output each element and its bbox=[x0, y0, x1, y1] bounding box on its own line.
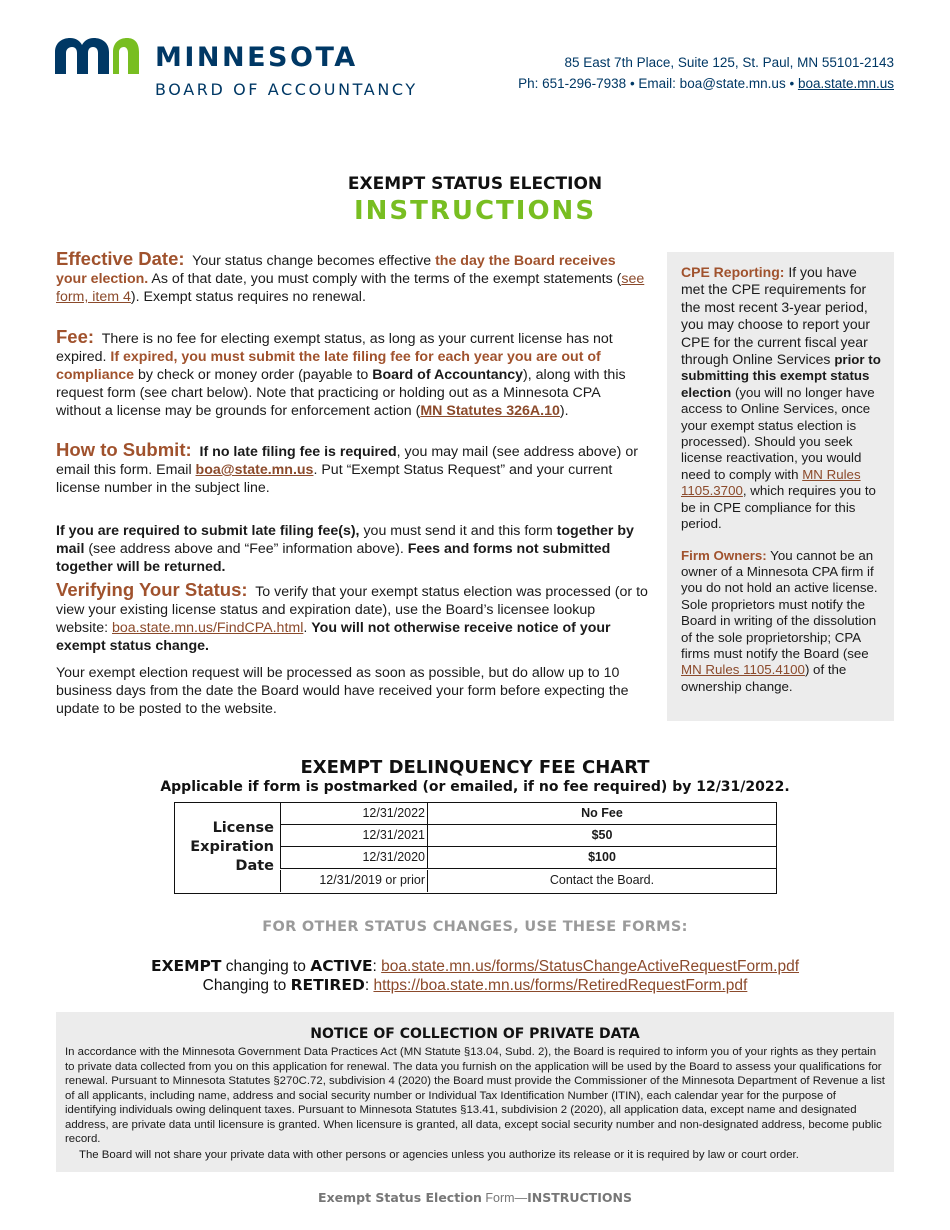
active-form-line bbox=[0, 956, 950, 977]
firm-text-2: ) of the ownership change. bbox=[681, 662, 847, 694]
how-to-submit-text-2: . Put “Exempt Status Request” and your current license number in the subject line. bbox=[56, 462, 613, 496]
effective-date-section bbox=[56, 250, 648, 306]
retired-form-line bbox=[0, 975, 950, 996]
late-fee-emphasis-2: together by mail bbox=[56, 523, 634, 557]
privacy-notice bbox=[56, 1012, 894, 1172]
fee-text-3: ), along with this request form (see chart below). Note that practicing or holding out as a Minnesota CPA without a license may be grounds for enforcement action ( bbox=[56, 367, 626, 419]
mn-statutes-link[interactable]: MN Statutes 326A.10 bbox=[420, 403, 560, 419]
fee-cell: No Fee bbox=[581, 806, 623, 820]
cpe-heading: CPE Reporting: bbox=[681, 264, 785, 280]
active-form-link[interactable]: boa.state.mn.us/forms/StatusChangeActiveRequestForm.pdf bbox=[381, 958, 799, 975]
table-row bbox=[280, 803, 776, 825]
verifying-emphasis: You will not otherwise receive notice of your exempt status change. bbox=[56, 620, 611, 654]
firm-heading: Firm Owners: bbox=[681, 547, 767, 563]
verifying-text-1: To verify that your exempt status election was processed (or to view your existing license status and expiration date), use the Board’s licensee lookup website: bbox=[56, 584, 648, 636]
expiration-date-cell: 12/31/2022 bbox=[280, 803, 428, 824]
retired-form-link[interactable]: https://boa.state.mn.us/forms/RetiredRequestForm.pdf bbox=[373, 977, 748, 994]
cpe-text-3: , which requires you to be in CPE compliance for this period. bbox=[681, 483, 876, 532]
fee-cell: Contact the Board. bbox=[549, 873, 655, 887]
changing-to-text: Changing to bbox=[202, 977, 291, 994]
fee-chart-title: EXEMPT DELINQUENCY FEE CHART bbox=[300, 757, 650, 778]
firm-owners-section bbox=[681, 548, 884, 696]
how-to-submit-emphasis: If no late filing fee is required bbox=[199, 444, 397, 460]
board-logo bbox=[55, 36, 445, 100]
page-footer bbox=[0, 1190, 950, 1205]
notice-body: In accordance with the Minnesota Government Data Practices Act (MN Statute §13.04, Subd. 2), the Board is required to inform you of your rights as they pertain to private data collected from you on this application for renewal. The data you furnish on the application will be used by the Board to assess your qualifications for renewal. Pursuant to Minnesota Statutes §270C.72, subdivision 4 (2020) the Board must provide the Commissioner of the Minnesota Department of Revenue a list of all applicants, including name, address and social security number or Individual Tax Identification Number (ITIN), each calendar year for the purpose of identifying individuals owing delinquent taxes. Pursuant to Minnesota Statutes §13.41, subdivision 2 (2020), all application data, except name and designated address, are private data until licensure is granted. When licensure is granted, all data, except social security number and non-designated address, become public record. bbox=[65, 1046, 885, 1145]
verifying-section bbox=[56, 581, 648, 655]
effective-date-heading: Effective Date: bbox=[56, 248, 185, 269]
expiration-date-cell: 12/31/2021 bbox=[280, 825, 428, 846]
late-fee-section bbox=[56, 522, 648, 576]
verifying-heading: Verifying Your Status: bbox=[56, 579, 248, 600]
late-fee-emphasis-1: If you are required to submit late filing fee(s), bbox=[56, 523, 360, 539]
table-row bbox=[280, 825, 776, 847]
processing-note: Your exempt election request will be processed as soon as possible, but do allow up to 10 business days from the date the Board would have received your form before expecting the update to be posted to the website. bbox=[56, 665, 629, 717]
footer-form-text: Form— bbox=[481, 1191, 528, 1205]
footer-form-name: Exempt Status Election bbox=[318, 1190, 482, 1205]
page-subtitle: INSTRUCTIONS bbox=[353, 196, 597, 226]
address: 85 East 7th Place, Suite 125, St. Paul, MN 55101-2143 bbox=[564, 55, 894, 70]
effective-date-emphasis: the day the Board receives your election. bbox=[56, 253, 616, 287]
cpe-emphasis: prior to submitting this exempt status election bbox=[681, 352, 881, 400]
expiration-date-cell: 12/31/2019 or prior bbox=[280, 870, 428, 892]
fee-section bbox=[56, 328, 648, 420]
sidebar-box bbox=[667, 252, 894, 721]
mn-rules-4100-link[interactable]: MN Rules 1105.4100 bbox=[681, 662, 805, 678]
footer-instructions: INSTRUCTIONS bbox=[527, 1190, 632, 1205]
logo-title: MINNESOTA bbox=[155, 42, 358, 73]
colon: : bbox=[372, 958, 382, 975]
table-row bbox=[280, 847, 776, 869]
phone-email: Ph: 651-296-7938 • Email: boa@state.mn.us • bbox=[518, 76, 795, 91]
colon: : bbox=[364, 977, 374, 994]
minnesota-logo-icon bbox=[55, 38, 139, 74]
how-to-submit-text-1: , you may mail (see address above) or email this form. Email bbox=[56, 444, 638, 478]
fee-chart-subtitle: Applicable if form is postmarked (or emailed, if no fee required) by 12/31/2022. bbox=[160, 779, 790, 795]
find-cpa-link[interactable]: boa.state.mn.us/FindCPA.html bbox=[112, 620, 304, 636]
retired-label: RETIRED bbox=[290, 976, 365, 994]
effective-date-text-2: As of that date, you must comply with the terms of the exempt statements ( bbox=[148, 271, 622, 287]
fee-heading: Fee: bbox=[56, 326, 95, 347]
exempt-label: EXEMPT bbox=[150, 957, 222, 975]
fee-table bbox=[174, 802, 777, 894]
late-fee-emphasis-3: Fees and forms not submitted together will be returned. bbox=[56, 541, 611, 575]
logo-subtitle: BOARD OF ACCOUNTANCY bbox=[155, 80, 418, 99]
cpe-reporting-section bbox=[681, 264, 884, 533]
fee-payee: Board of Accountancy bbox=[372, 367, 524, 383]
changing-to-text: changing to bbox=[221, 958, 311, 975]
verifying-text-2: . bbox=[303, 620, 312, 636]
firm-text-1: You cannot be an owner of a Minnesota CPA firm if you do not hold an active license. Sole proprietors must notify the Board in writing of the dissolution of the sole proprietorship; CPA firms must notify the Board (see bbox=[681, 547, 878, 661]
see-form-item-link[interactable]: see form, item 4 bbox=[56, 271, 645, 305]
fee-cell: $50 bbox=[591, 828, 613, 842]
effective-date-text-1: Your status change becomes effective bbox=[192, 253, 436, 269]
page-title: EXEMPT STATUS ELECTION bbox=[347, 174, 603, 194]
email-link[interactable]: boa@state.mn.us bbox=[195, 462, 314, 478]
how-to-submit-section bbox=[56, 441, 648, 497]
cpe-text-2: (you will no longer have access to Online Services, once your exempt status election is processed). Should you seek license reactivation, you would need to comply with bbox=[681, 384, 875, 482]
fee-cell: $100 bbox=[588, 850, 616, 864]
notice-title: NOTICE OF COLLECTION OF PRIVATE DATA bbox=[310, 1026, 640, 1042]
mn-rules-3700-link[interactable]: MN Rules 1105.3700 bbox=[681, 466, 861, 499]
phone-email-line bbox=[518, 73, 894, 94]
effective-date-text-3: ). Exempt status requires no renewal. bbox=[130, 289, 366, 305]
website-link[interactable]: boa.state.mn.us bbox=[797, 76, 894, 91]
fee-text-2: by check or money order (payable to bbox=[134, 367, 373, 383]
active-label: ACTIVE bbox=[310, 957, 373, 975]
how-to-submit-heading: How to Submit: bbox=[56, 439, 192, 460]
fee-table-row-label: License Expiration Date bbox=[190, 820, 274, 874]
fee-text-4: ). bbox=[559, 403, 569, 419]
expiration-date-cell: 12/31/2020 bbox=[280, 847, 428, 868]
fee-text-1: There is no fee for electing exempt status, as long as your current license has not expired. bbox=[56, 331, 613, 365]
cpe-text-1: If you have met the CPE requirements for the most recent 3-year period, you may choose to report your CPE for the current fiscal year through Online Services bbox=[681, 264, 871, 368]
table-row bbox=[280, 870, 776, 892]
notice-closing: The Board will not share your private data with other persons or agencies unless you authorize its release or it is required by law or court order. bbox=[79, 1148, 799, 1161]
fee-emphasis: If expired, you must submit the late filing fee for each year you are out of compliance bbox=[56, 349, 601, 383]
contact-info bbox=[518, 52, 894, 94]
late-fee-text-2: (see address above and “Fee” information above). bbox=[84, 541, 408, 557]
late-fee-text-1: you must send it and this form bbox=[359, 523, 557, 539]
other-status-heading: FOR OTHER STATUS CHANGES, USE THESE FORMS: bbox=[262, 919, 688, 935]
